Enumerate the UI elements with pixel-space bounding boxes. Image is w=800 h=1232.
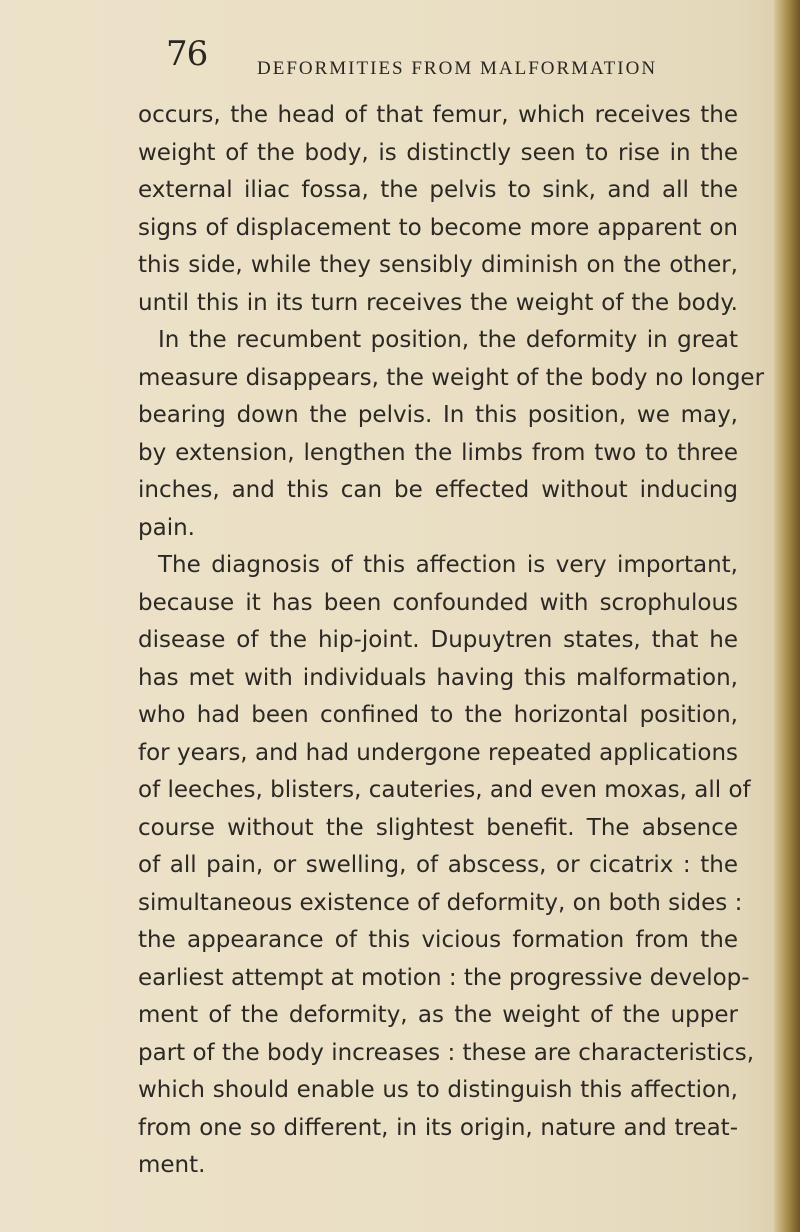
page-number: 76 [166, 34, 208, 74]
page-edge-shadow [774, 0, 800, 1232]
text-line: because it has been confounded with scrophulous [138, 589, 738, 616]
text-line: weight of the body, is distinctly seen to rise in the [138, 139, 738, 166]
paragraph-start-line: The diagnosis of this affection is very important, [158, 552, 738, 578]
text-line: earliest attempt at motion : the progressive develop- [138, 964, 750, 991]
text-line: external iliac fossa, the pelvis to sink, and all the [138, 177, 738, 203]
running-head: DEFORMITIES FROM MALFORMATION [257, 58, 658, 79]
text-line: ment of the deformity, as the weight of the upper [138, 1002, 738, 1028]
text-line: ment. [138, 1152, 206, 1178]
text-line: of all pain, or swelling, of abscess, or cicatrix : the [138, 852, 738, 878]
text-line: which should enable us to distinguish this affection, [138, 1077, 738, 1103]
text-line: simultaneous existence of deformity, on both sides : [138, 889, 743, 916]
text-line: who had been confined to the horizontal position, [138, 702, 738, 728]
body-text [138, 97, 765, 1185]
text-line: pain. [138, 514, 195, 541]
text-line: part of the body increases : these are characteristics, [138, 1039, 755, 1066]
text-line: of leeches, blisters, cauteries, and even moxas, all of [138, 777, 751, 803]
paragraph-start-line: In the recumbent position, the deformity in great [158, 327, 738, 353]
text-line: signs of displacement to become more apparent on [138, 214, 738, 241]
text-line: inches, and this can be effected without inducing [138, 477, 738, 503]
text-line: this side, while they sensibly diminish on the other, [138, 252, 738, 278]
text-line: disease of the hip-joint. Dupuytren states, that he [138, 627, 738, 653]
text-line: bearing down the pelvis. In this position, we may, [138, 402, 738, 428]
text-line: course without the slightest benefit. The absence [138, 814, 738, 841]
text-line: the appearance of this vicious formation from the [138, 927, 738, 953]
text-line: has met with individuals having this malformation, [138, 664, 738, 691]
text-line: from one so different, in its origin, nature and treat- [138, 1114, 738, 1141]
text-line: for years, and had undergone repeated applications [138, 739, 738, 766]
text-line: occurs, the head of that femur, which receives the [138, 102, 738, 128]
text-line: until this in its turn receives the weight of the body. [138, 289, 738, 316]
text-line: measure disappears, the weight of the body no longer [138, 364, 765, 391]
text-line: by extension, lengthen the limbs from two to three [138, 439, 738, 466]
